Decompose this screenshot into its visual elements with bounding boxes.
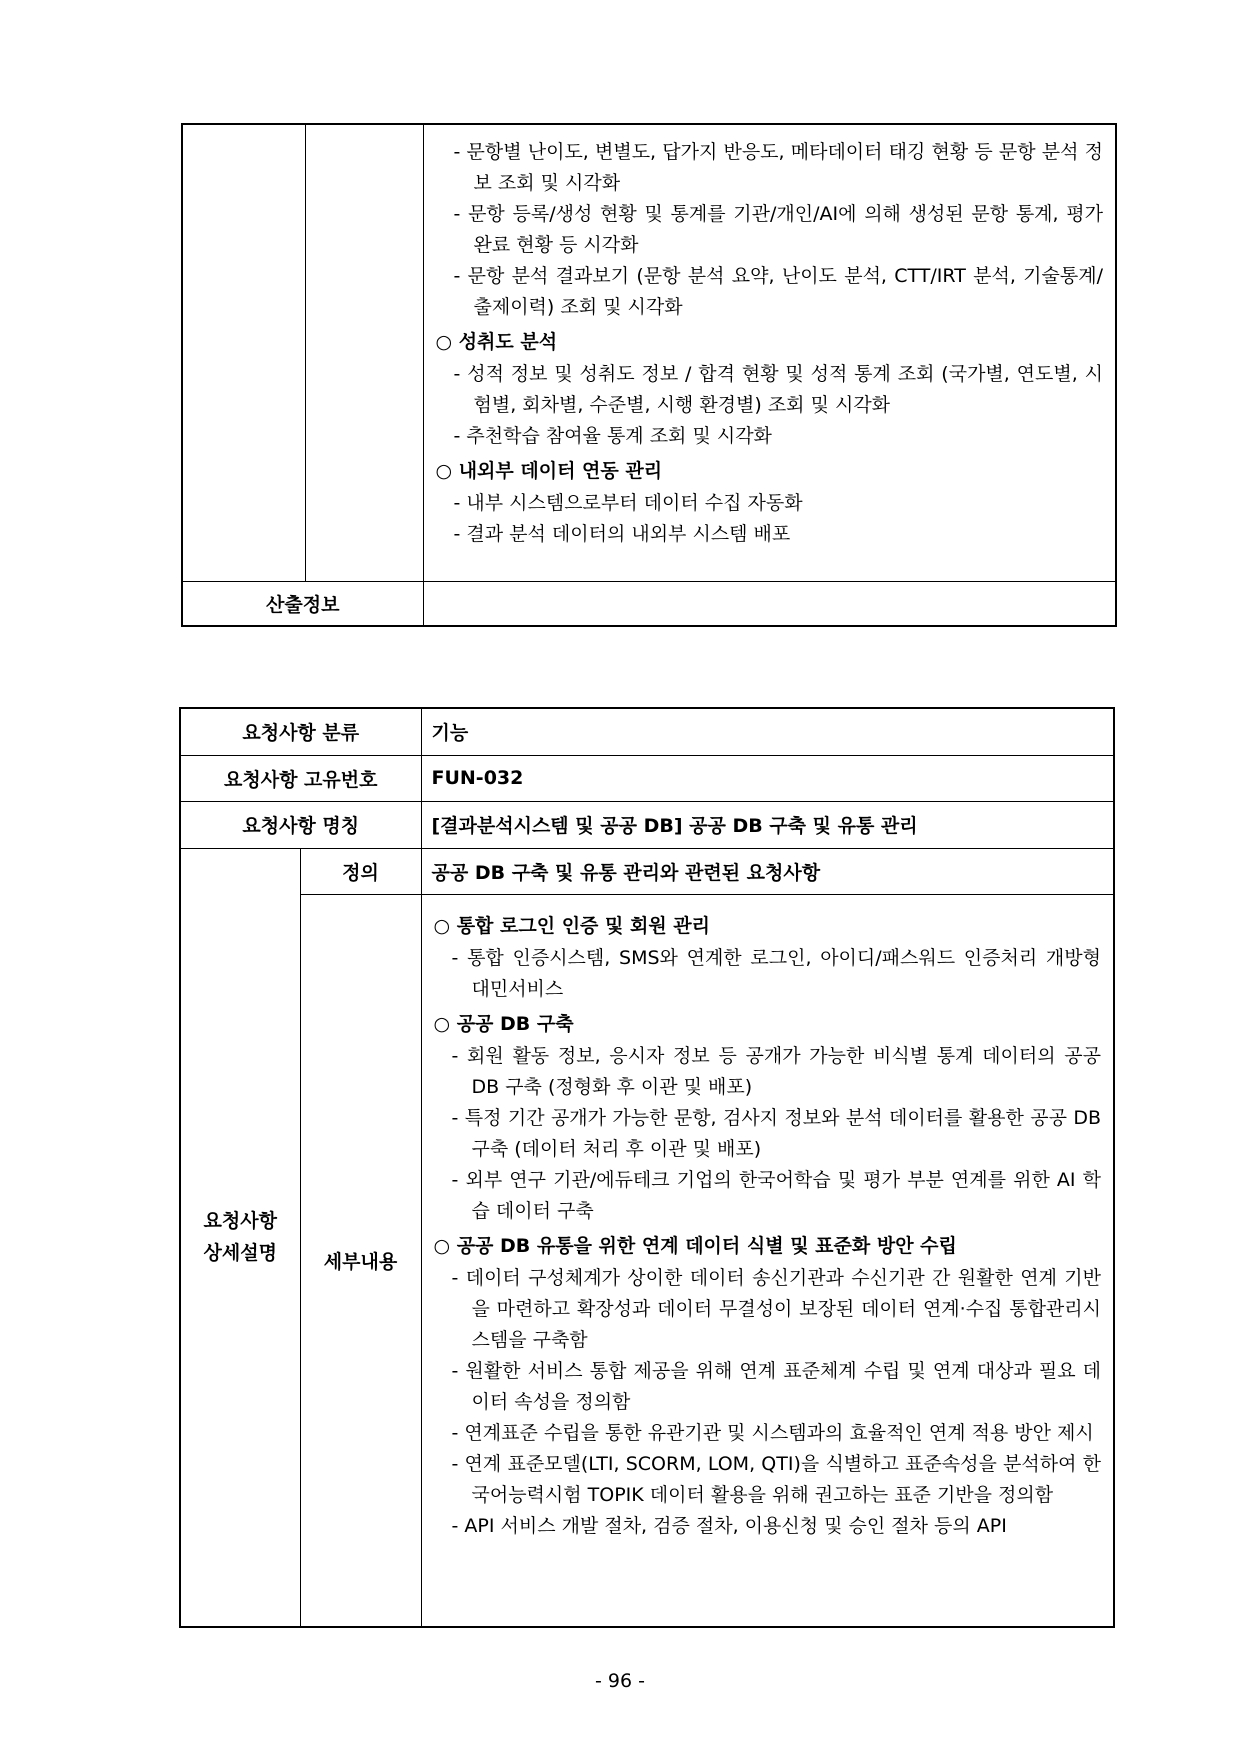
requirement-table-continued bbox=[181, 123, 1117, 627]
definition-label: 정의 bbox=[300, 848, 421, 894]
bullet-item: - 추천학습 참여율 통계 조회 및 시각화 bbox=[453, 425, 772, 447]
bullet-item: - 데이터 구성체계가 상이한 데이터 송신기관과 수신기관 간 원활한 연계 기반을 마련하고 확장성과 데이터 무결성이 보장된 데이터 연계·수집 통합관리시스템을 구축함 bbox=[451, 1266, 1101, 1351]
empty-cell bbox=[305, 124, 423, 581]
bullet-item: - API 서비스 개발 절차, 검증 절차, 이용신청 및 승인 절차 등의 API bbox=[451, 1514, 1007, 1537]
id-value: FUN-032 bbox=[421, 755, 1114, 801]
name-value: [결과분석시스템 및 공공 DB] 공공 DB 구축 및 유통 관리 bbox=[421, 801, 1114, 848]
bullet-item: - 성적 정보 및 성취도 정보 / 합격 현황 및 성적 통계 조회 (국가별, 연도별, 시험별, 회차별, 수준별, 시행 환경별) 조회 및 시각화 bbox=[453, 363, 1103, 416]
definition-value: 공공 DB 구축 및 유통 관리와 관련된 요청사항 bbox=[421, 848, 1114, 894]
bullet-item: - 통합 인증시스템, SMS와 연계한 로그인, 아이디/패스워드 인증처리 개방형 대민서비스 bbox=[451, 946, 1101, 1000]
bullet-item: - 내부 시스템으로부터 데이터 수집 자동화 bbox=[453, 492, 803, 514]
category-label: 요청사항 분류 bbox=[180, 708, 421, 755]
bullet-item: - 연계 표준모델(LTI, SCORM, LOM, QTI)을 식별하고 표준속성을 분석하여 한국어능력시험 TOPIK 데이터 활용을 위해 권고하는 표준 기반을 정의함 bbox=[451, 1452, 1101, 1506]
output-value bbox=[423, 581, 1116, 626]
detail-content bbox=[421, 894, 1114, 1627]
output-label: 산출정보 bbox=[182, 581, 423, 626]
bullet-item: - 결과 분석 데이터의 내외부 시스템 배포 bbox=[453, 523, 791, 545]
name-label: 요청사항 명칭 bbox=[180, 801, 421, 848]
bullet-item: - 외부 연구 기관/에듀테크 기업의 한국어학습 및 평가 부분 연계를 위한 AI 학습 데이터 구축 bbox=[451, 1168, 1101, 1222]
section-heading: ○ 성취도 분석 bbox=[435, 331, 558, 353]
id-label: 요청사항 고유번호 bbox=[180, 755, 421, 801]
bullet-item: - 연계표준 수립을 통한 유관기관 및 시스템과의 효율적인 연계 적용 방안 제시 bbox=[451, 1421, 1094, 1444]
detail-label: 요청사항 상세설명 bbox=[180, 848, 300, 1627]
category-value: 기능 bbox=[421, 708, 1114, 755]
bullet-item: - 원활한 서비스 통합 제공을 위해 연계 표준체계 수립 및 연계 대상과 필요 데이터 속성을 정의함 bbox=[451, 1359, 1101, 1413]
section-heading: ○ 내외부 데이터 연동 관리 bbox=[435, 460, 663, 482]
bullet-item: - 문항별 난이도, 변별도, 답가지 반응도, 메타데이터 태깅 현황 등 문항 분석 정보 조회 및 시각화 bbox=[453, 141, 1103, 194]
page-number: - 96 - bbox=[595, 1670, 645, 1692]
section-heading: ○ 통합 로그인 인증 및 회원 관리 bbox=[433, 914, 711, 937]
section-heading: ○ 공공 DB 구축 bbox=[433, 1012, 574, 1035]
section-heading: ○ 공공 DB 유통을 위한 연계 데이터 식별 및 표준화 방안 수립 bbox=[433, 1234, 957, 1257]
content-label: 세부내용 bbox=[300, 894, 421, 1627]
empty-cell bbox=[182, 124, 305, 581]
requirement-table bbox=[179, 707, 1115, 1628]
bullet-item: - 회원 활동 정보, 응시자 정보 등 공개가 가능한 비식별 통계 데이터의 공공 DB 구축 (정형화 후 이관 및 배포) bbox=[451, 1044, 1101, 1098]
detail-content bbox=[423, 124, 1116, 581]
bullet-item: - 특정 기간 공개가 가능한 문항, 검사지 정보와 분석 데이터를 활용한 공공 DB 구축 (데이터 처리 후 이관 및 배포) bbox=[451, 1106, 1101, 1160]
bullet-item: - 문항 분석 결과보기 (문항 분석 요약, 난이도 분석, CTT/IRT 분석, 기술통계/출제이력) 조회 및 시각화 bbox=[453, 265, 1103, 318]
bullet-item: - 문항 등록/생성 현황 및 통계를 기관/개인/AI에 의해 생성된 문항 통계, 평가 완료 현황 등 시각화 bbox=[453, 203, 1103, 256]
